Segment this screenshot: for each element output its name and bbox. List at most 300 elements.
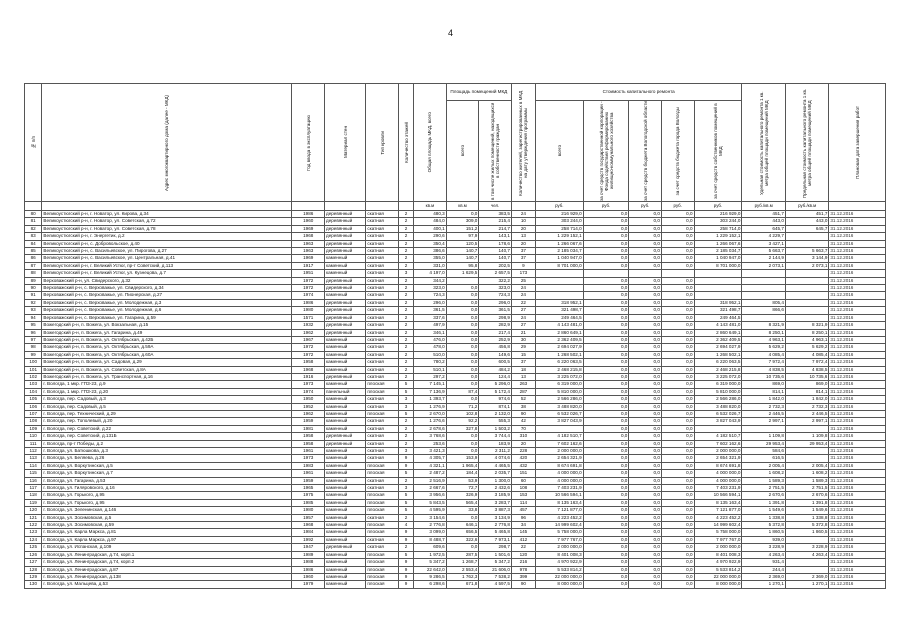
roof-type-cell: скатная <box>366 514 399 521</box>
limit-cost-cell: 2 670,6 <box>785 492 828 499</box>
table-row <box>25 373 886 380</box>
wall-material-cell: деревянный <box>325 329 366 336</box>
wall-material-cell: деревянный <box>325 285 366 292</box>
unit-cost-cell: 8 321,9 <box>742 322 785 329</box>
roof-type-cell: плоская <box>366 581 399 588</box>
roof-type-cell: скатная <box>366 270 399 277</box>
residents-cell: 13 <box>511 233 535 240</box>
table-row <box>25 425 886 432</box>
header-floors: Количество этажей <box>398 84 413 202</box>
unit-cost-cell: 814,1 <box>742 388 785 395</box>
limit-cost-cell: 7 972,4 <box>785 359 828 366</box>
limit-cost-cell: 1 860,5 <box>785 529 828 536</box>
roof-type-cell: скатная <box>366 255 399 262</box>
wall-material-cell: каменный <box>325 507 366 514</box>
header-fund: за счет средств государственной корпорации - Фонда содействия реформированию жилищно-коммунального хозяйства <box>583 101 629 202</box>
area-all-cell: 326,9 <box>446 492 479 499</box>
area-owned-cell: 4 597,5 <box>479 581 512 588</box>
unit-cost-cell: 5 372,8 <box>742 522 785 529</box>
local-cost-cell: 0,0 <box>661 277 694 284</box>
region-cost-cell: 0,0 <box>629 529 662 536</box>
fund-cost-cell: 0,0 <box>583 344 629 351</box>
limit-cost-cell: 2 732,3 <box>785 403 828 410</box>
unit-cost-cell: 7 972,4 <box>742 359 785 366</box>
fund-cost-cell: 0,0 <box>583 388 629 395</box>
row-number: 118 <box>25 492 42 499</box>
address-cell: Великоустюгский р-н, с. Добровольское, д.40 <box>42 240 292 247</box>
cost-total-cell: 7 602 162,6 <box>535 440 583 447</box>
roof-type-cell: скатная <box>366 396 399 403</box>
owners-cost-cell: 249 464,5 <box>694 314 742 321</box>
limit-cost-cell: 451,7 <box>785 211 828 218</box>
floors-cell: 2 <box>398 373 413 380</box>
unit-cell: руб. <box>535 202 583 211</box>
region-cost-cell: 0,0 <box>629 448 662 455</box>
limit-cost-cell: 3 228,9 <box>785 544 828 551</box>
area-all-cell: 0,0 <box>446 433 479 440</box>
deadline-cell: 31.12.2016 <box>829 455 886 462</box>
floors-cell: 2 <box>398 299 413 306</box>
deadline-cell: 31.12.2016 <box>829 336 886 343</box>
deadline-cell: 31.12.2016 <box>829 514 886 521</box>
floors-cell: 2 <box>398 292 413 299</box>
header-no: № п/п <box>25 84 42 202</box>
address-cell: г. Вологда, ул. Испанская, д.109 <box>42 544 292 551</box>
unit-cost-cell: 645,7 <box>742 225 785 232</box>
total-area-cell: 3 956,6 <box>414 492 447 499</box>
address-cell: Вожегодский р-н, п. Вожега, ул. Вокзальная, д.15 <box>42 322 292 329</box>
region-cost-cell: 0,0 <box>629 396 662 403</box>
roof-type-cell: скатная <box>366 544 399 551</box>
year-cell: 1967 <box>292 336 325 343</box>
area-owned-cell: 178,6 <box>479 240 512 247</box>
cost-total-cell: 4 970 922,9 <box>535 559 583 566</box>
residents-cell: 114 <box>511 499 535 506</box>
row-number: 124 <box>25 536 42 543</box>
area-owned-cell: 4 465,5 <box>479 462 512 469</box>
area-owned-cell: 183,9 <box>479 440 512 447</box>
table-row <box>25 536 886 543</box>
local-cost-cell: 0,0 <box>661 248 694 255</box>
unit-cost-cell: 4 229,7 <box>742 233 785 240</box>
unit-cost-cell: 939,0 <box>742 536 785 543</box>
address-cell: г. Вологда, ул. Карла Маркса, д.97 <box>42 536 292 543</box>
total-area-cell: 3 099,0 <box>414 529 447 536</box>
unit-cost-cell: 2 751,5 <box>742 485 785 492</box>
address-cell: г. Вологда, ул. Мальцева, д.53 <box>42 581 292 588</box>
year-cell: 1958 <box>292 359 325 366</box>
floors-cell: 9 <box>398 573 413 580</box>
residents-cell: 70 <box>511 425 535 432</box>
year-cell: 1968 <box>292 233 325 240</box>
year-cell: 1960 <box>292 573 325 580</box>
floors-cell: 2 <box>398 240 413 247</box>
area-all-cell: 184,4 <box>446 470 479 477</box>
cost-total-cell: 4 000 000,0 <box>535 470 583 477</box>
total-area-cell: 4 197,0 <box>414 270 447 277</box>
limit-cost-cell <box>785 455 828 462</box>
local-cost-cell: 0,0 <box>661 522 694 529</box>
table-row <box>25 396 886 403</box>
local-cost-cell: 0,0 <box>661 485 694 492</box>
row-number: 91 <box>25 292 42 299</box>
table-row <box>25 225 886 232</box>
local-cost-cell: 0,0 <box>661 514 694 521</box>
total-area-cell: 480,3 <box>414 211 447 218</box>
area-owned-cell: 143,1 <box>479 233 512 240</box>
cost-total-cell: 8 000 000,0 <box>535 581 583 588</box>
address-cell: г. Вологда, пер. Садовый, д.5 <box>42 403 292 410</box>
table-row <box>25 388 886 395</box>
floors-cell: 5 <box>398 492 413 499</box>
total-area-cell: 296,0 <box>414 299 447 306</box>
wall-material-cell: каменный <box>325 581 366 588</box>
table-row <box>25 211 886 218</box>
deadline-cell: 31.12.2016 <box>829 573 886 580</box>
deadline-cell: 31.12.2016 <box>829 270 886 277</box>
total-area-cell: 3 768,6 <box>414 433 447 440</box>
local-cost-cell: 0,0 <box>661 551 694 558</box>
total-area-cell: 5 347,2 <box>414 559 447 566</box>
row-number: 95 <box>25 322 42 329</box>
local-cost-cell: 0,0 <box>661 507 694 514</box>
local-cost-cell: 0,0 <box>661 536 694 543</box>
fund-cost-cell: 0,0 <box>583 581 629 588</box>
limit-cost-cell <box>785 425 828 432</box>
area-owned-cell: 456,8 <box>479 344 512 351</box>
roof-type-cell: скатная <box>366 262 399 269</box>
wall-material-cell: деревянный <box>325 248 366 255</box>
address-cell: г. Вологда, ул. Зеленинская, д.146 <box>42 507 292 514</box>
roof-type-cell: скатная <box>366 485 399 492</box>
cost-total-cell: 4 182 510,7 <box>535 433 583 440</box>
deadline-cell: 31.12.2016 <box>829 344 886 351</box>
fund-cost-cell: 0,0 <box>583 470 629 477</box>
year-cell: 1983 <box>292 462 325 469</box>
cost-total-cell: 7 977 767,0 <box>535 536 583 543</box>
roof-type-cell: плоская <box>366 388 399 395</box>
roof-type-cell: скатная <box>366 455 399 462</box>
area-all-cell: 0,0 <box>446 307 479 314</box>
table-row <box>25 559 886 566</box>
table-row <box>25 233 886 240</box>
region-cost-cell: 0,0 <box>629 366 662 373</box>
deadline-cell: 31.12.2016 <box>829 225 886 232</box>
local-cost-cell: 0,0 <box>661 581 694 588</box>
area-all-cell: 0,0 <box>446 299 479 306</box>
row-number: 111 <box>25 440 42 447</box>
area-all-cell: 565,4 <box>446 499 479 506</box>
area-owned-cell: 149,6 <box>479 351 512 358</box>
region-cost-cell: 0,0 <box>629 388 662 395</box>
deadline-cell: 31.12.2016 <box>829 410 886 417</box>
area-owned-cell: 1 503,2 <box>479 425 512 432</box>
unit-cost-cell: 5 629,2 <box>742 344 785 351</box>
year-cell: 1979 <box>292 581 325 588</box>
header-owners: за счет средств собственников помещений в МКД <box>694 101 742 202</box>
fund-cost-cell: 0,0 <box>583 351 629 358</box>
wall-material-cell: каменный <box>325 448 366 455</box>
unit-cost-cell <box>742 314 785 321</box>
table-row <box>25 307 886 314</box>
unit-cell: руб./кв.м <box>742 202 785 211</box>
total-area-cell: 337,6 <box>414 314 447 321</box>
unit-cost-cell: 1 589,3 <box>742 477 785 484</box>
area-owned-cell: 7 538,2 <box>479 573 512 580</box>
cost-total-cell <box>535 270 583 277</box>
address-cell: Вожегодский р-н, п. Вожега, ул. Садовая, д.29 <box>42 359 292 366</box>
area-owned-cell: 1 300,0 <box>479 477 512 484</box>
area-all-cell: 71,2 <box>446 403 479 410</box>
residents-cell: 228 <box>511 448 535 455</box>
wall-material-cell: каменный <box>325 396 366 403</box>
deadline-cell: 31.12.2016 <box>829 322 886 329</box>
fund-cost-cell <box>583 270 629 277</box>
area-all-cell: 0,0 <box>446 329 479 336</box>
area-owned-cell: 3 134,9 <box>479 514 512 521</box>
wall-material-cell: каменный <box>325 462 366 469</box>
limit-cost-cell: 2 073,1 <box>785 262 828 269</box>
wall-material-cell: деревянный <box>325 277 366 284</box>
fund-cost-cell: 0,0 <box>583 499 629 506</box>
wall-material-cell: деревянный <box>325 240 366 247</box>
unit-cost-cell: 931,4 <box>742 559 785 566</box>
year-cell: 1961 <box>292 470 325 477</box>
cost-total-cell: 321 498,7 <box>535 307 583 314</box>
row-number: 103 <box>25 381 42 388</box>
cost-total-cell: 303 244,0 <box>535 218 583 225</box>
cost-total-cell: 3 827 043,9 <box>535 418 583 425</box>
residents-cell: 263 <box>511 381 535 388</box>
floors-cell: 5 <box>398 410 413 417</box>
total-area-cell: 510,1 <box>414 366 447 373</box>
deadline-cell: 31.12.2016 <box>829 440 886 447</box>
wall-material-cell: каменный <box>325 403 366 410</box>
region-cost-cell: 0,0 <box>629 218 662 225</box>
unit-cost-cell: 805,4 <box>742 299 785 306</box>
area-owned-cell: 323,0 <box>479 285 512 292</box>
unit-cost-cell <box>742 277 785 284</box>
area-owned-cell: 140,7 <box>479 248 512 255</box>
floors-cell: 2 <box>398 418 413 425</box>
total-area-cell: 4 321,1 <box>414 462 447 469</box>
total-area-cell: 2 670,0 <box>414 410 447 417</box>
region-cost-cell: 0,0 <box>629 373 662 380</box>
year-cell: 1968 <box>292 522 325 529</box>
deadline-cell: 31.12.2016 <box>829 351 886 358</box>
region-cost-cell: 0,0 <box>629 233 662 240</box>
residents-cell: 24 <box>511 314 535 321</box>
area-owned-cell: 298,9 <box>479 314 512 321</box>
residents-cell: 37 <box>511 359 535 366</box>
area-all-cell: 53,9 <box>446 477 479 484</box>
address-cell: г. Вологда, 1 мкр. ГПЗ-23, д.9 <box>42 381 292 388</box>
total-area-cell: 6 298,6 <box>414 581 447 588</box>
table-row <box>25 514 886 521</box>
wall-material-cell: каменный <box>325 566 366 573</box>
residents-cell: 20 <box>511 440 535 447</box>
owners-cost-cell: 3 488 820,0 <box>694 403 742 410</box>
table-header <box>25 84 886 211</box>
unit-cost-cell: 451,7 <box>742 211 785 218</box>
limit-cost-cell <box>785 536 828 543</box>
area-all-cell: 1 762,3 <box>446 573 479 580</box>
address-cell: Великоустюгский р-н, г. Новатор, ул. Кирова, д.34 <box>42 211 292 218</box>
floors-cell: 3 <box>398 485 413 492</box>
floors-cell: 2 <box>398 248 413 255</box>
fund-cost-cell: 0,0 <box>583 522 629 529</box>
owners-cost-cell: 8 674 691,8 <box>694 462 742 469</box>
local-cost-cell: 0,0 <box>661 410 694 417</box>
header-deadline: Плановая дата завершения работ <box>829 84 886 202</box>
residents-cell: 420 <box>511 455 535 462</box>
region-cost-cell: 0,0 <box>629 551 662 558</box>
row-number: 121 <box>25 514 42 521</box>
total-area-cell: 7 145,1 <box>414 381 447 388</box>
unit-cost-cell: 3 427,1 <box>742 240 785 247</box>
unit-cost-cell: 2 073,1 <box>742 262 785 269</box>
fund-cost-cell: 0,0 <box>583 314 629 321</box>
area-owned-cell: 383,5 <box>479 211 512 218</box>
area-owned-cell: 217,4 <box>479 329 512 336</box>
residents-cell: 37 <box>511 248 535 255</box>
floors-cell: 3 <box>398 448 413 455</box>
row-number: 119 <box>25 499 42 506</box>
residents-cell: 27 <box>511 307 535 314</box>
roof-type-cell: скатная <box>366 225 399 232</box>
wall-material-cell: каменный <box>325 351 366 358</box>
limit-cost-cell: 5 663,7 <box>785 248 828 255</box>
year-cell: 1986 <box>292 211 325 218</box>
area-all-cell: 140,7 <box>446 255 479 262</box>
roof-type-cell: скатная <box>366 240 399 247</box>
owners-cost-cell <box>694 285 742 292</box>
roof-type-cell: скатная <box>366 425 399 432</box>
floors-cell: 9 <box>398 581 413 588</box>
area-all-cell: 95,8 <box>446 262 479 269</box>
unit-cost-cell: 866,6 <box>742 307 785 314</box>
area-all-cell: 287,5 <box>446 551 479 558</box>
year-cell: 1947 <box>292 544 325 551</box>
header-year: Год ввода в эксплуатацию <box>292 84 325 202</box>
residents-cell: 24 <box>511 292 535 299</box>
fund-cost-cell: 0,0 <box>583 240 629 247</box>
year-cell: 1969 <box>292 255 325 262</box>
table-row <box>25 344 886 351</box>
row-number: 109 <box>25 425 42 432</box>
year-cell: 1974 <box>292 292 325 299</box>
limit-cost-cell: 1 549,6 <box>785 507 828 514</box>
local-cost-cell: 0,0 <box>661 381 694 388</box>
row-number: 89 <box>25 277 42 284</box>
floors-cell: 9 <box>398 455 413 462</box>
unit-cost-cell: 443,0 <box>742 218 785 225</box>
owners-cost-cell: 5 533 814,2 <box>694 566 742 573</box>
address-cell: г. Вологда, ул. Батюшкова, д.3 <box>42 448 292 455</box>
residents-cell: 22 <box>511 299 535 306</box>
local-cost-cell: 0,0 <box>661 470 694 477</box>
address-cell: Великоустюгский р-н, г. Великий Устюг, пр-т Советский, д.113 <box>42 262 292 269</box>
unit-cost-cell: 2 369,0 <box>742 573 785 580</box>
total-area-cell: 2 487,2 <box>414 470 447 477</box>
limit-cost-cell: 5 629,2 <box>785 344 828 351</box>
floors-cell: 3 <box>398 403 413 410</box>
roof-type-cell: скатная <box>366 373 399 380</box>
owners-cost-cell: 4 223 452,2 <box>694 514 742 521</box>
year-cell: 1984 <box>292 529 325 536</box>
residents-cell: 9 <box>511 262 535 269</box>
cost-total-cell: 5 810 000,0 <box>535 388 583 395</box>
total-area-cell: 9 286,5 <box>414 573 447 580</box>
area-all-cell: 2 553,4 <box>446 566 479 573</box>
local-cost-cell: 0,0 <box>661 566 694 573</box>
cost-total-cell <box>535 292 583 299</box>
fund-cost-cell: 0,0 <box>583 477 629 484</box>
limit-cost-cell <box>785 307 828 314</box>
floors-cell: 9 <box>398 536 413 543</box>
address-cell: г. Вологда, пер. Советский, д.22 <box>42 425 292 432</box>
residents-cell: 978 <box>511 566 535 573</box>
row-number: 87 <box>25 262 42 269</box>
deadline-cell: 31.12.2016 <box>829 359 886 366</box>
region-cost-cell: 0,0 <box>629 477 662 484</box>
roof-type-cell: скатная <box>366 211 399 218</box>
wall-material-cell: каменный <box>325 455 366 462</box>
floors-cell: 2 <box>398 307 413 314</box>
wall-material-cell: каменный <box>325 425 366 432</box>
limit-cost-cell: 1 270,1 <box>785 581 828 588</box>
cost-total-cell <box>535 285 583 292</box>
region-cost-cell: 0,0 <box>629 299 662 306</box>
cost-total-cell: 249 464,5 <box>535 314 583 321</box>
limit-cost-cell: 29 953,4 <box>785 440 828 447</box>
local-cost-cell: 0,0 <box>661 314 694 321</box>
row-number: 86 <box>25 255 42 262</box>
year-cell: 1973 <box>292 381 325 388</box>
limit-cost-cell: 1 842,0 <box>785 396 828 403</box>
fund-cost-cell: 0,0 <box>583 410 629 417</box>
deadline-cell: 31.12.2016 <box>829 240 886 247</box>
area-owned-cell: 2 776,8 <box>479 522 512 529</box>
floors-cell: 2 <box>398 544 413 551</box>
total-area-cell: 3 154,6 <box>414 514 447 521</box>
fund-cost-cell: 0,0 <box>583 329 629 336</box>
header-local: за счет средств бюджета города Вологды <box>661 101 694 202</box>
roof-type-cell: скатная <box>366 418 399 425</box>
address-cell: Верховажский р-н, с. Верховажье, ул. Гагарина, д.59 <box>42 314 292 321</box>
area-all-cell: 0,0 <box>446 322 479 329</box>
cost-total-cell: 2 362 409,5 <box>535 336 583 343</box>
fund-cost-cell: 0,0 <box>583 359 629 366</box>
address-cell: Вожегодский р-н, п. Вожега, ул. Октябрьская, д.59А <box>42 344 292 351</box>
fund-cost-cell: 0,0 <box>583 573 629 580</box>
total-area-cell: 5 843,5 <box>414 499 447 506</box>
address-cell: Великоустюгский р-н, г. Великий Устюг, ул. Кузнецова, д.7 <box>42 270 292 277</box>
cost-total-cell: 6 319 000,0 <box>535 381 583 388</box>
owners-cost-cell: 14 999 602,4 <box>694 522 742 529</box>
owners-cost-cell: 7 977 767,0 <box>694 536 742 543</box>
unit-cost-cell: 1 842,0 <box>742 396 785 403</box>
deadline-cell: 31.12.2016 <box>829 551 886 558</box>
area-all-cell: 0,0 <box>446 448 479 455</box>
wall-material-cell: каменный <box>325 366 366 373</box>
fund-cost-cell: 0,0 <box>583 225 629 232</box>
owners-cost-cell: 7 121 877,0 <box>694 507 742 514</box>
units-row <box>25 202 886 211</box>
total-area-cell: 484,0 <box>414 218 447 225</box>
roof-type-cell: скатная <box>366 322 399 329</box>
owners-cost-cell: 2 694 027,9 <box>694 344 742 351</box>
